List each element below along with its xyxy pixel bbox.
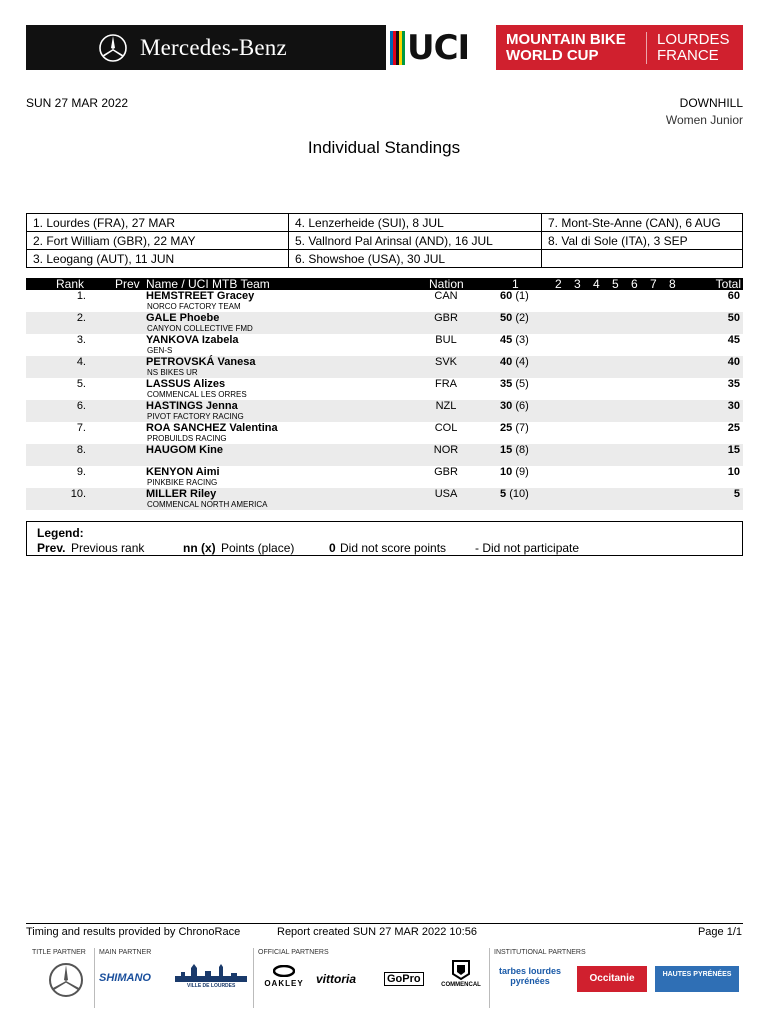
rank-cell: 10. [70, 488, 86, 500]
col-nation: Nation [429, 277, 464, 291]
col-round-6: 6 [631, 277, 638, 291]
team-name: PROBUILDS RACING [147, 434, 227, 443]
round-1-points [500, 422, 529, 434]
points-value: 10 [500, 466, 513, 478]
round-1-points [500, 334, 529, 346]
col-total: Total [715, 277, 741, 291]
legend-nn-key: nn (x) [183, 541, 216, 555]
col-round-8: 8 [669, 277, 676, 291]
hautes-pyrenees-logo: HAUTES PYRÉNÉES [655, 966, 739, 992]
round-1-points [500, 290, 529, 302]
table-row [26, 312, 743, 334]
header-banner [26, 25, 743, 70]
col-round-2: 2 [555, 277, 562, 291]
place-value: (10) [509, 488, 529, 500]
legend-prev-text: Previous rank [71, 541, 145, 555]
rank-cell: 9. [76, 466, 86, 478]
oakley-label: OAKLEY [264, 979, 304, 988]
team-name: COMMENCAL NORTH AMERICA [147, 500, 268, 509]
rider-name: LASSUS Alizes [146, 378, 226, 390]
event-line1: MOUNTAIN BIKE [506, 30, 626, 48]
rank-cell: 8. [76, 444, 86, 456]
table-row [26, 400, 743, 422]
commencal-shield-icon [452, 960, 470, 980]
commencal-label: COMMENCAL [441, 982, 481, 988]
total-cell: 15 [727, 444, 740, 456]
shimano-logo: SHIMANO [99, 972, 151, 984]
total-cell: 25 [727, 422, 740, 434]
legend-nn-text: Points (place) [221, 541, 295, 555]
report-created: Report created SUN 27 MAR 2022 10:56 [277, 926, 477, 938]
round-1-points [500, 312, 529, 324]
col-rank: Rank [56, 277, 85, 291]
legend-prev-key: Prev. [37, 541, 66, 555]
rider-name: HAUGOM Kine [146, 444, 223, 456]
nation-cell: SVK [434, 356, 457, 368]
col-round-4: 4 [593, 277, 600, 291]
col-round-5: 5 [612, 277, 619, 291]
points-value: 60 [500, 290, 513, 302]
label-official-partners: OFFICIAL PARTNERS [258, 949, 329, 956]
partner-separator [94, 948, 95, 1008]
place-value: (4) [515, 356, 529, 368]
event-cell: 7. Mont-Ste-Anne (CAN), 6 AUG [542, 214, 743, 232]
table-row [26, 466, 743, 488]
location-line2: FRANCE [657, 46, 719, 64]
total-cell: 5 [733, 488, 740, 500]
round-1-points [500, 356, 529, 368]
events-row [27, 250, 743, 268]
nation-cell: COL [434, 422, 458, 434]
table-row [26, 356, 743, 378]
round-1-points [500, 400, 529, 412]
discipline: DOWNHILL [679, 96, 743, 110]
uci-wordmark: UCI [407, 27, 470, 68]
place-value: (7) [515, 422, 529, 434]
team-name: PIVOT FACTORY RACING [147, 412, 244, 421]
place-value: (1) [515, 290, 529, 302]
footer-divider [26, 923, 743, 924]
round-1-points [500, 444, 529, 456]
partner-separator [489, 948, 490, 1008]
category: Women Junior [665, 113, 743, 127]
partner-separator [253, 948, 254, 1008]
vittoria-logo: vittoria [316, 972, 357, 986]
col-round-3: 3 [574, 277, 581, 291]
nation-cell: NOR [433, 444, 459, 456]
mercedes-star-icon [98, 33, 128, 63]
points-value: 15 [500, 444, 513, 456]
col-round-7: 7 [650, 277, 657, 291]
event-cell: 1. Lourdes (FRA), 27 MAR [27, 214, 289, 232]
place-value: (9) [515, 466, 529, 478]
team-name: COMMENCAL LES ORRES [147, 390, 247, 399]
round-1-points [500, 466, 529, 478]
table-row [26, 378, 743, 400]
points-value: 30 [500, 400, 513, 412]
rider-name: KENYON Aimi [146, 466, 220, 478]
event-badge [496, 25, 743, 70]
rider-name: HASTINGS Jenna [146, 400, 238, 412]
total-cell: 45 [727, 334, 740, 346]
rank-cell: 1. [76, 290, 86, 302]
page-number: Page 1/1 [697, 926, 742, 938]
nation-cell: NZL [435, 400, 457, 412]
nation-cell: GBR [434, 466, 458, 478]
rank-cell: 2. [76, 312, 86, 324]
legend-title: Legend: [37, 526, 84, 540]
place-value: (6) [515, 400, 529, 412]
timing-credit: Timing and results provided by ChronoRace [26, 926, 241, 938]
event-line2: WORLD CUP [506, 46, 599, 64]
col-name: Name / UCI MTB Team [146, 277, 270, 291]
team-name: NORCO FACTORY TEAM [147, 302, 241, 311]
col-prev: Prev [115, 277, 140, 291]
team-name: PINKBIKE RACING [147, 478, 218, 487]
label-institutional-partners: INSTITUTIONAL PARTNERS [494, 949, 586, 956]
place-value: (3) [515, 334, 529, 346]
rider-name: MILLER Riley [146, 488, 217, 500]
location-line1: LOURDES [657, 30, 730, 48]
uci-rainbow-stripes [390, 31, 405, 65]
events-row [27, 232, 743, 250]
total-cell: 30 [727, 400, 740, 412]
legend-box [26, 521, 743, 556]
points-value: 5 [500, 488, 507, 500]
total-cell: 50 [727, 312, 740, 324]
event-cell: 2. Fort William (GBR), 22 MAY [27, 232, 289, 250]
page-title: Individual Standings [307, 138, 461, 157]
total-cell: 40 [727, 356, 740, 368]
event-cell: 3. Leogang (AUT), 11 JUN [27, 250, 289, 268]
rank-cell: 5. [76, 378, 86, 390]
table-row [26, 444, 743, 466]
total-cell: 35 [727, 378, 740, 390]
label-title-partner: TITLE PARTNER [32, 949, 86, 956]
points-value: 45 [500, 334, 513, 346]
team-name: GEN-S [147, 346, 173, 355]
table-row [26, 334, 743, 356]
events-table [26, 213, 743, 268]
points-value: 50 [500, 312, 513, 324]
nation-cell: BUL [435, 334, 457, 346]
rider-name: ROA SANCHEZ Valentina [146, 422, 278, 434]
table-row [26, 290, 743, 312]
event-cell [542, 250, 743, 268]
table-header [26, 278, 743, 290]
points-value: 40 [500, 356, 513, 368]
event-cell: 4. Lenzerheide (SUI), 8 JUL [289, 214, 542, 232]
round-1-points [500, 378, 529, 390]
legend-zero-text: Did not score points [340, 541, 447, 555]
total-cell: 60 [727, 290, 740, 302]
gopro-logo: GoPro [384, 972, 424, 986]
event-cell: 6. Showshoe (USA), 30 JUL [289, 250, 542, 268]
table-row [26, 422, 743, 444]
rider-name: YANKOVA Izabela [146, 334, 239, 346]
nation-cell: USA [434, 488, 458, 500]
lourdes-skyline-icon [175, 964, 247, 982]
occitanie-logo: Occitanie [577, 966, 647, 992]
place-value: (2) [515, 312, 529, 324]
mercedes-benz-logo [26, 25, 386, 70]
round-1-points [500, 488, 529, 500]
race-date: SUN 27 MAR 2022 [26, 96, 129, 110]
rider-name: HEMSTREET Gracey [146, 290, 255, 302]
event-cell: 8. Val di Sole (ITA), 3 SEP [542, 232, 743, 250]
nation-cell: CAN [434, 290, 458, 302]
rank-cell: 4. [76, 356, 86, 368]
mercedes-partner-logo [44, 962, 88, 998]
col-round-1: 1 [512, 277, 519, 291]
nation-cell: GBR [434, 312, 458, 324]
brand-name: Mercedes-Benz [140, 34, 287, 60]
total-cell: 10 [727, 466, 740, 478]
place-value: (8) [515, 444, 529, 456]
ville-de-lourdes-label: VILLE DE LOURDES [187, 983, 236, 989]
uci-logo [386, 25, 496, 70]
team-name: NS BIKES UR [147, 368, 198, 377]
event-cell: 5. Vallnord Pal Arinsal (AND), 16 JUL [289, 232, 542, 250]
tarbes-lourdes-logo: tarbes lourdes pyrénées [498, 966, 562, 986]
events-row [27, 214, 743, 232]
rider-name: PETROVSKÁ Vanesa [146, 356, 256, 368]
rank-cell: 6. [76, 400, 86, 412]
oakley-ellipse-icon [273, 965, 295, 977]
rank-cell: 7. [76, 422, 86, 434]
oakley-logo [263, 965, 305, 988]
rank-cell: 3. [76, 334, 86, 346]
table-row [26, 488, 743, 510]
nation-cell: FRA [435, 378, 457, 390]
points-value: 35 [500, 378, 513, 390]
legend-dash-text: - Did not participate [475, 541, 580, 555]
team-name: CANYON COLLECTIVE FMD [147, 324, 253, 333]
place-value: (5) [515, 378, 529, 390]
standings-table [26, 278, 743, 510]
points-value: 25 [500, 422, 513, 434]
legend-zero-key: 0 [329, 541, 336, 555]
commencal-logo [437, 960, 485, 988]
rider-name: GALE Phoebe [146, 312, 220, 324]
label-main-partner: MAIN PARTNER [99, 949, 152, 956]
